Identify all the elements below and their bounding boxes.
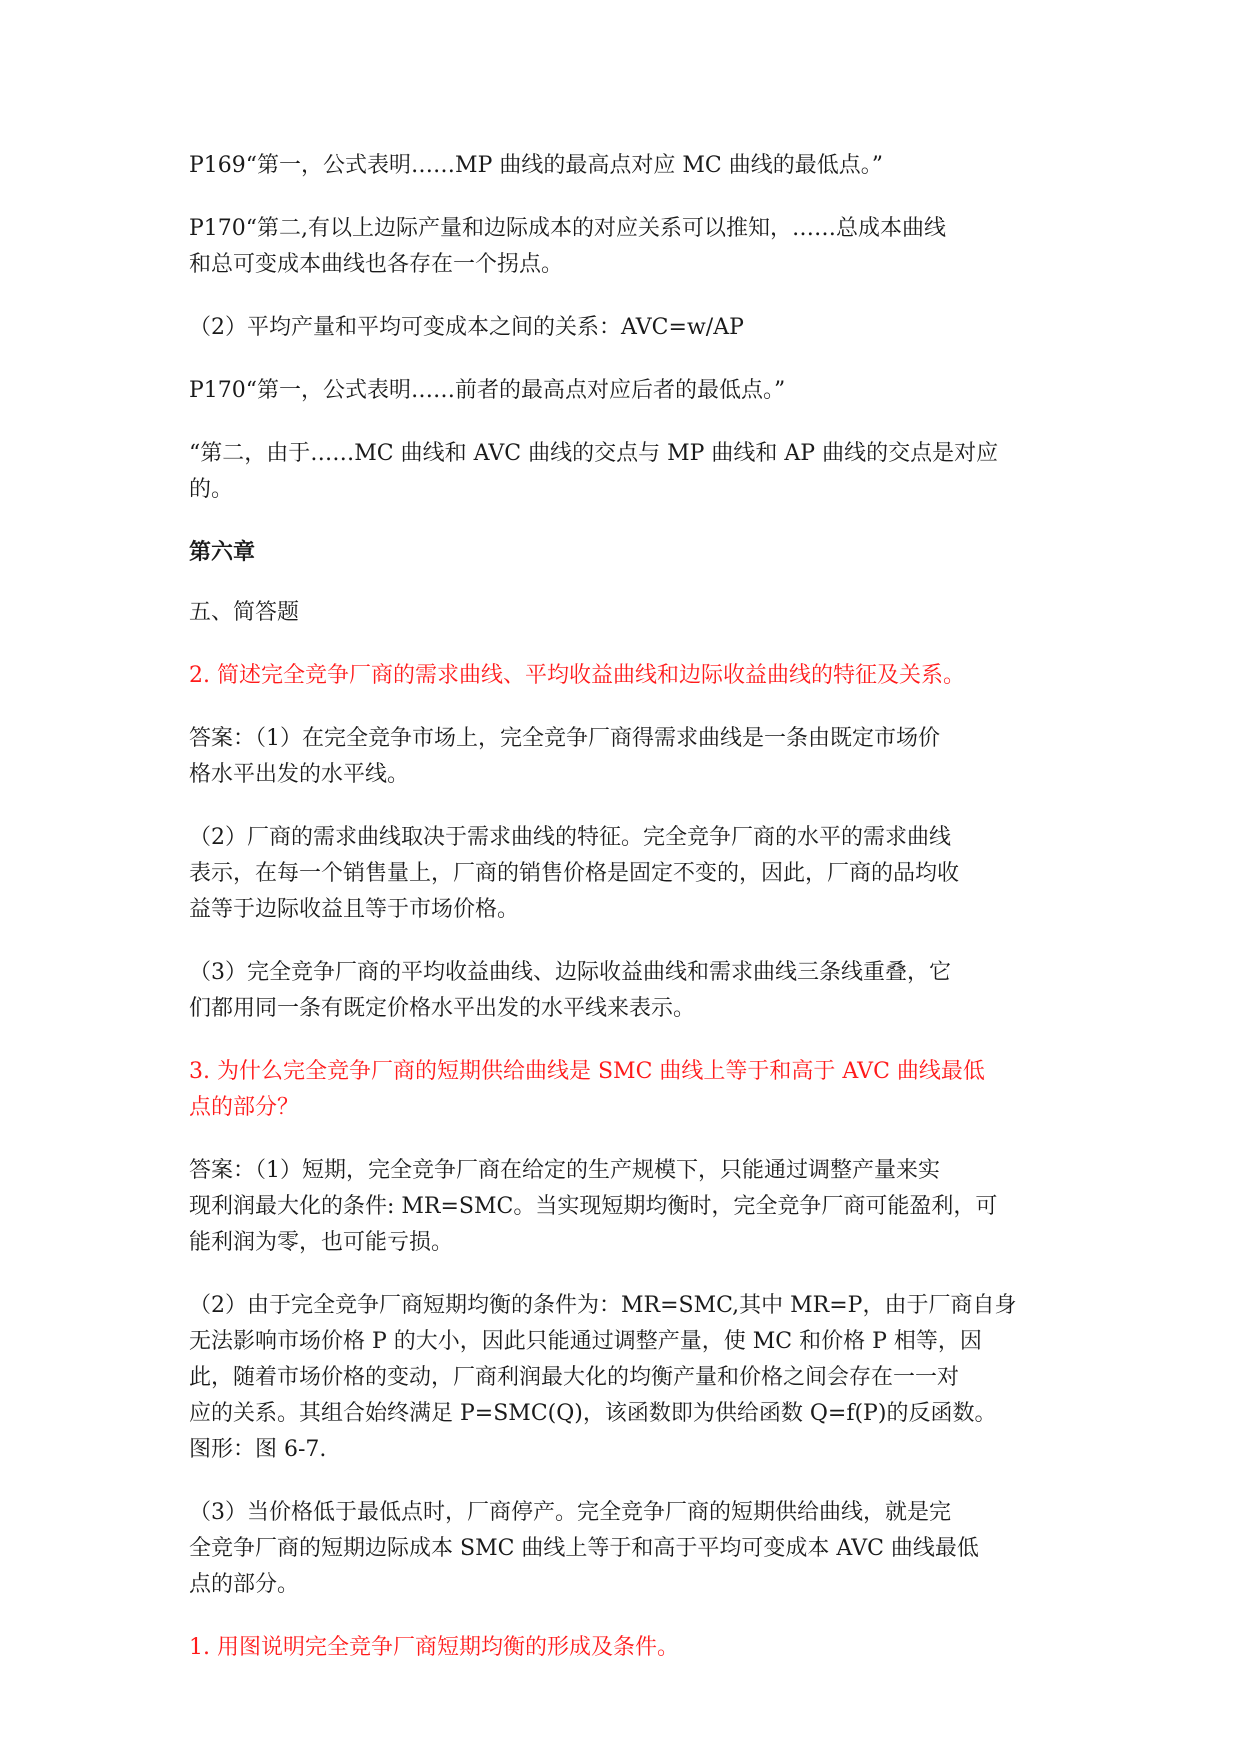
question-2-answer-3 [189, 955, 1061, 1027]
text-line: 格水平出发的水平线。 [189, 762, 410, 787]
text-line: 2. 简述完全竞争厂商的需求曲线、平均收益曲线和边际收益曲线的特征及关系。 [189, 663, 965, 688]
text-line: 表示，在每一个销售量上，厂商的销售价格是固定不变的，因此，厂商的品均收 [189, 861, 960, 886]
section-heading: 五、简答题 [189, 600, 300, 625]
question-3-answer-3 [189, 1495, 1061, 1603]
text-line: （2）平均产量和平均可变成本之间的关系：AVC=w/AP [189, 315, 744, 340]
paragraph-second-intersection [189, 436, 1061, 508]
text-line: 点的部分。 [189, 1572, 300, 1597]
question-2-answer-2 [189, 820, 1061, 928]
text-line: P169“第一，公式表明……MP 曲线的最高点对应 MC 曲线的最低点。” [189, 153, 883, 178]
text-line: 现利润最大化的条件: MR=SMC。当实现短期均衡时，完全竞争厂商可能盈利，可 [189, 1194, 998, 1219]
text-line: 全竞争厂商的短期边际成本 SMC 曲线上等于和高于平均可变成本 AVC 曲线最低 [189, 1536, 979, 1561]
text-line: 们都用同一条有既定价格水平出发的水平线来表示。 [189, 996, 696, 1021]
text-line: 1. 用图说明完全竞争厂商短期均衡的形成及条件。 [189, 1635, 679, 1660]
paragraph-avc-relation [189, 310, 1061, 346]
question-3-answer-1 [189, 1153, 1061, 1261]
text-line: 图形：图 6-7. [189, 1437, 327, 1462]
text-line: 此，随着市场价格的变动，厂商利润最大化的均衡产量和价格之间会存在一一对 [189, 1365, 960, 1390]
text-line: （2）厂商的需求曲线取决于需求曲线的特征。完全竞争厂商的水平的需求曲线 [189, 825, 951, 850]
text-line: （3）当价格低于最低点时，厂商停产。完全竞争厂商的短期供给曲线，就是完 [189, 1500, 951, 1525]
text-line: “第二，由于……MC 曲线和 AVC 曲线的交点与 MP 曲线和 AP 曲线的交点是对应 [189, 441, 999, 466]
text-line: 3. 为什么完全竞争厂商的短期供给曲线是 SMC 曲线上等于和高于 AVC 曲线最低 [189, 1059, 985, 1084]
question-3-title [189, 1054, 1061, 1126]
text-line: P170“第一，公式表明……前者的最高点对应后者的最低点。” [189, 378, 786, 403]
text-line: （2）由于完全竞争厂商短期均衡的条件为：MR=SMC,其中 MR=P，由于厂商自身 [189, 1293, 1017, 1318]
text-line: 答案：（1）在完全竞争市场上，完全竞争厂商得需求曲线是一条由既定市场价 [189, 726, 940, 751]
text-line: 能利润为零，也可能亏损。 [189, 1230, 454, 1255]
paragraph-p170-first [189, 373, 1061, 409]
paragraph-p169 [189, 148, 1061, 184]
question-1-title [189, 1630, 1061, 1666]
paragraph-p170-second [189, 211, 1061, 283]
text-line: 益等于边际收益且等于市场价格。 [189, 897, 520, 922]
question-2-answer-1 [189, 721, 1061, 793]
document-body [189, 148, 1061, 1693]
text-line: 和总可变成本曲线也各存在一个拐点。 [189, 252, 564, 277]
question-2-title [189, 658, 1061, 694]
question-3-answer-2 [189, 1288, 1061, 1468]
text-line: P170“第二,有以上边际产量和边际成本的对应关系可以推知，……总成本曲线 [189, 216, 947, 241]
text-line: 无法影响市场价格 P 的大小，因此只能通过调整产量，使 MC 和价格 P 相等，因 [189, 1329, 982, 1354]
text-line: 答案：（1）短期，完全竞争厂商在给定的生产规模下，只能通过调整产量来实 [189, 1158, 940, 1183]
text-line: （3）完全竞争厂商的平均收益曲线、边际收益曲线和需求曲线三条线重叠，它 [189, 960, 951, 985]
text-line: 应的关系。其组合始终满足 P=SMC(Q)，该函数即为供给函数 Q=f(P)的反函数。 [189, 1401, 997, 1426]
chapter-heading: 第六章 [189, 540, 256, 565]
text-line: 的。 [189, 477, 234, 502]
text-line: 点的部分？ [189, 1095, 300, 1120]
